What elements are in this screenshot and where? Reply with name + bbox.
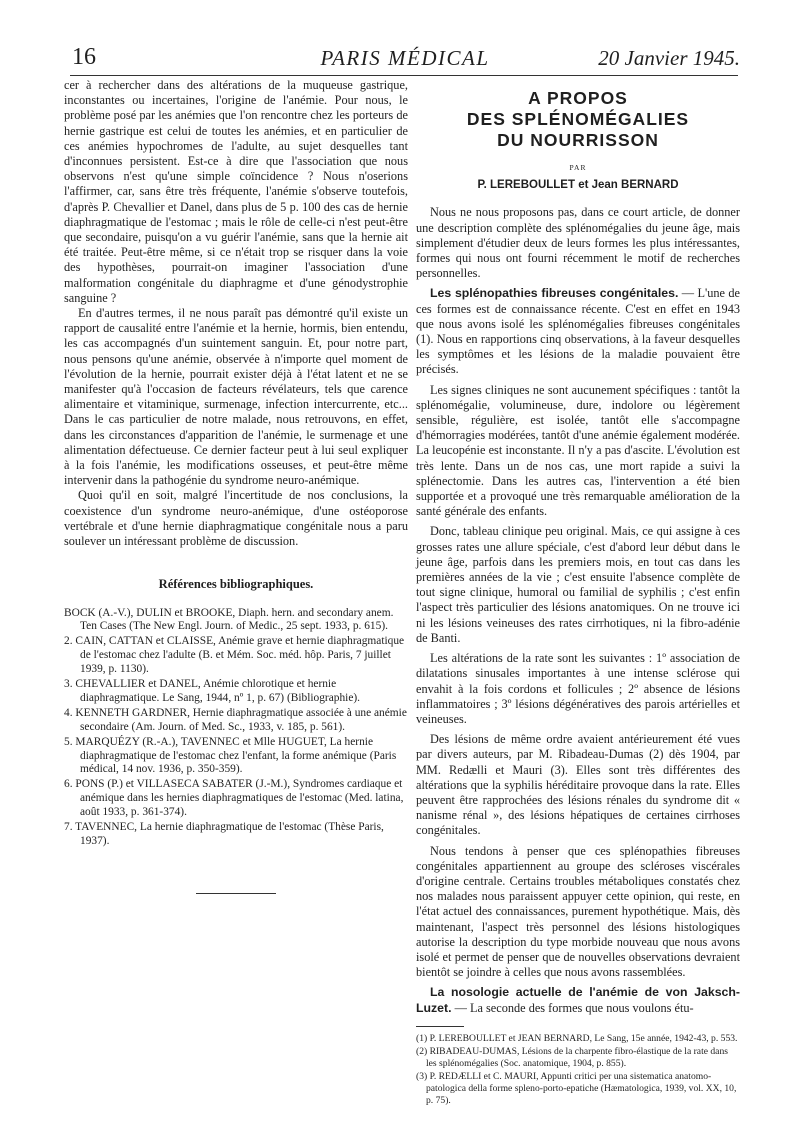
article-title (416, 88, 740, 151)
page-header (70, 44, 740, 78)
footnote-rule (416, 1026, 464, 1027)
body-paragraph: Des lésions de même ordre avaient antérieurement été vues par divers auteurs, par M. Ribadeau-Dumas (2) dès 1904, par MM. Redælli et Mauri (3). Elles sont très différentes des altérations que la syphilis héréditaire provoque dans la rate. Elles peuvent être rapprochées des lésions rénales du syndrome dit « nanisme rénal », des lésions hépatiques de certaines cirrhoses congénitales. (416, 732, 740, 838)
title-line: DU NOURRISSON (497, 130, 659, 150)
body-paragraph: En d'autres termes, il ne nous paraît pas démontré qu'il existe un rapport de causalité entre l'anémie et la hernie, hormis, bien entendu, les cas accompagnés d'un suintement sanguin. Et, pour notre part, nous pensons qu'une anémie, observée à n'importe quel moment de l'évolution de la hernie, pourrait exister déjà à l'état latent et ne se manifester qu'à l'occasion de facteurs révélateurs, tels que carence alimentaire et vitaminique, surmenage, infection intercurrente, etc... Dans le cas particulier de notre malade, nous retrouvons, en effet, dans les circonstances d'apparition de l'anémie, le surmenage et une alimentation défectueuse. Ce dernier facteur peut à lui seul expliquer à la fois l'anémie, les modifications osseuses, et peut-être même intervenir dans la pathogénie du syndrome neuro-anémique. (64, 306, 408, 488)
header-rule (70, 75, 738, 76)
reference-item: 3. CHEVALLIER et DANEL, Anémie chlorotique et hernie diaphragmatique. Le Sang, 1944, nº 1, p. 67) (Bibliographie). (64, 678, 361, 704)
article-authors: P. LEREBOULLET et Jean BERNARD (477, 179, 679, 192)
left-column (64, 78, 408, 894)
right-column (416, 78, 740, 1108)
footnote: (3) P. REDÆLLI et C. MAURI, Appunti critici per una sistematica anatomo-patologica della forme spleno-porto-epatiche (Hæmatologica, 1939, vol. XX, 10, p. 75). (416, 1070, 737, 1106)
issue-date: 20 Janvier 1945. (598, 46, 740, 70)
body-paragraph: Donc, tableau clinique peu original. Mais, ce qui assigne à ces grosses rates une allure spéciale, c'est d'abord leur début dans le jeune âge, parfois dans les premiers mois, en tout cas dans les premières années de la vie ; c'est ensuite l'absence complète de tout signe clinique, humoral ou familial de syphilis ; c'est enfin l'aspect très particulier des lésions anatomiques. On ne trouve ici ni les lésions veineuses des rates cirrhotiques, ni la fibro-adénie de Banti. (416, 524, 740, 645)
title-line: A PROPOS (528, 88, 628, 108)
page-number: 16 (72, 44, 96, 70)
references-title: Références bibliographiques. (158, 577, 314, 592)
body-paragraph: Les signes cliniques ne sont aucunement spécifiques : tantôt la splénomégalie, volumineuse, dure, indolore ou légèrement sensible, régulière, est isolée, tantôt elle s'accompagne d'hémorragies modérées, tantôt d'une anémie également modérée. La leucopénie est inconstante. Il n'y a pas d'ascite. L'évolution est très lente. Dans un de nos cas, une mort rapide a suivi la splénectomie. Dans les autres cas, l'intervention a été bien supportée et a provoqué une très remarquable amélioration de la santé générale des enfants. (416, 382, 740, 519)
end-rule (196, 893, 276, 894)
intro-paragraph: Nous ne nous proposons pas, dans ce court article, de donner une description complète des splénomégalies du jeune âge, mais simplement d'étudier deux de leurs formes les plus intéressantes, formes qui nous ont fourni récemment le motif de recherches personnelles. (416, 205, 740, 281)
body-paragraph: Les altérations de la rate sont les suivantes : 1º association de dilatations sinusales importantes à une intense sclérose qui envahit à la fois cordons et follicules ; 2º absence de lésions inflammatoires ; 3º lésions dégénératives des parois artérielles et veineuses. (416, 651, 740, 726)
body-paragraph: cer à rechercher dans des altérations de la muqueuse gastrique, inconstantes ou incertaines, l'origine de l'anémie. Pour nous, le problème posé par les anémies que l'on rencontre chez les porteurs de hernie gastrique est celui de toutes les anémies, et en particulier de ces anémies hypochromes de l'adulte, au sujet desquelles tant d'inconnues persistent. Est-ce à dire que l'association que nous observons n'est qu'une simple coïncidence ? Nous n'oserions l'affirmer, car, sans être très fréquente, l'anémie s'observe toutefois, d'après P. Chevallier et Danel, dans plus de 5 p. 100 des cas de hernie diaphragmatique de l'estomac ; mais le rôle de celle-ci n'est peut-être que secondaire, puisqu'on a vu guérir l'anémie, sans que la hernie ait été traitée. Peut-être même, si ce n'était trop se risquer dans la voie des hypothèses, pourrait-on imaginer l'association d'une malformation congénitale du diaphragme et d'une génodystrophie sanguine ? (64, 78, 408, 305)
reference-item: 6. PONS (P.) et VILLASECA SABATER (J.-M.), Syndromes cardiaque et anémique dans les hernies diaphragmatiques de l'estomac (Med. latina, août 1933, p. 361-374). (64, 778, 404, 819)
section-text: — La seconde des formes que nous voulons étu- (451, 1000, 694, 1015)
reference-item: 5. MARQUÉZY (R.-A.), TAVENNEC et Mlle HUGUET, La hernie diaphragmatique de l'estomac chez l'enfant, la forme anémique (Paris médical, 14 nov. 1936, p. 350-359). (64, 735, 397, 776)
section-text: — L'une de ces formes est de connaissance récente. C'est en effet en 1943 que nous avons isolé les splénomégalies fibreuses congénitales (1). Nous en rapportions cinq observations, à la faveur desquelles les symptômes et les lésions de la maladie pouvaient être précisés. (416, 286, 740, 377)
journal-title: PARIS MÉDICAL (320, 46, 490, 70)
references-list (64, 607, 408, 849)
title-line: DES SPLÉNOMÉGALIES (466, 109, 690, 129)
footnotes (416, 1033, 740, 1107)
body-paragraph: Quoi qu'il en soit, malgré l'incertitude de nos conclusions, la coexistence d'un syndrome neuro-anémique, d'une ostéoporose vertébrale et d'une hernie diaphragmatique congénitale nous a paru soulever un intéressant problème de discussion. (64, 488, 408, 549)
section-heading: Les splénopathies fibreuses congénitales. (430, 286, 679, 301)
section-paragraph (416, 985, 740, 1015)
reference-item: 7. TAVENNEC, La hernie diaphragmatique de l'estomac (Thèse Paris, 1937). (64, 821, 384, 847)
reference-item: BOCK (A.-V.), DULIN et BROOKE, Diaph. hern. and secondary anem. Ten Cases (The New Engl. Journ. of Medic., 25 sept. 1933, p. 615). (64, 606, 394, 633)
byline-par: PAR (569, 163, 587, 172)
reference-item: 4. KENNETH GARDNER, Hernie diaphragmatique associée à une anémie secondaire (Am. Journ. of Med. Sc., 1933, v. 185, p. 561). (64, 706, 407, 733)
section-heading: La nosologie actuelle de l'anémie de von Jaksch-Luzet. (416, 985, 740, 1015)
section-paragraph (416, 286, 740, 377)
footnote: (1) P. LEREBOULLET et JEAN BERNARD, Le Sang, 15e année, 1942-43, p. 553. (416, 1032, 738, 1044)
body-paragraph: Nous tendons à penser que ces splénopathies fibreuses congénitales appartiennent au groupe des scléroses viscérales d'origine centrale. Certains troubles métaboliques constatés chez nos malades nous paraissent appuyer cette opinion, qui reste, en l'état actuel des connaissances, purement hypothétique. Mais, dès maintenant, l'aspect très personnel des lésions histologiques autorise la description du type morbide nouveau que nous avons isolé et permet de penser que de nouvelles observations devraient bientôt se joindre à celles que nous avons rassemblées. (416, 843, 740, 980)
reference-item: 2. CAIN, CATTAN et CLAISSE, Anémie grave et hernie diaphragmatique de l'estomac chez l'adulte (B. et Mém. Soc. méd. hôp. Paris, 7 juillet 1939, p. 1130). (64, 635, 405, 676)
footnote: (2) RIBADEAU-DUMAS, Lésions de la charpente fibro-élastique de la rate dans les splénomégalies (Soc. anatomique, 1904, p. 855). (416, 1045, 728, 1069)
